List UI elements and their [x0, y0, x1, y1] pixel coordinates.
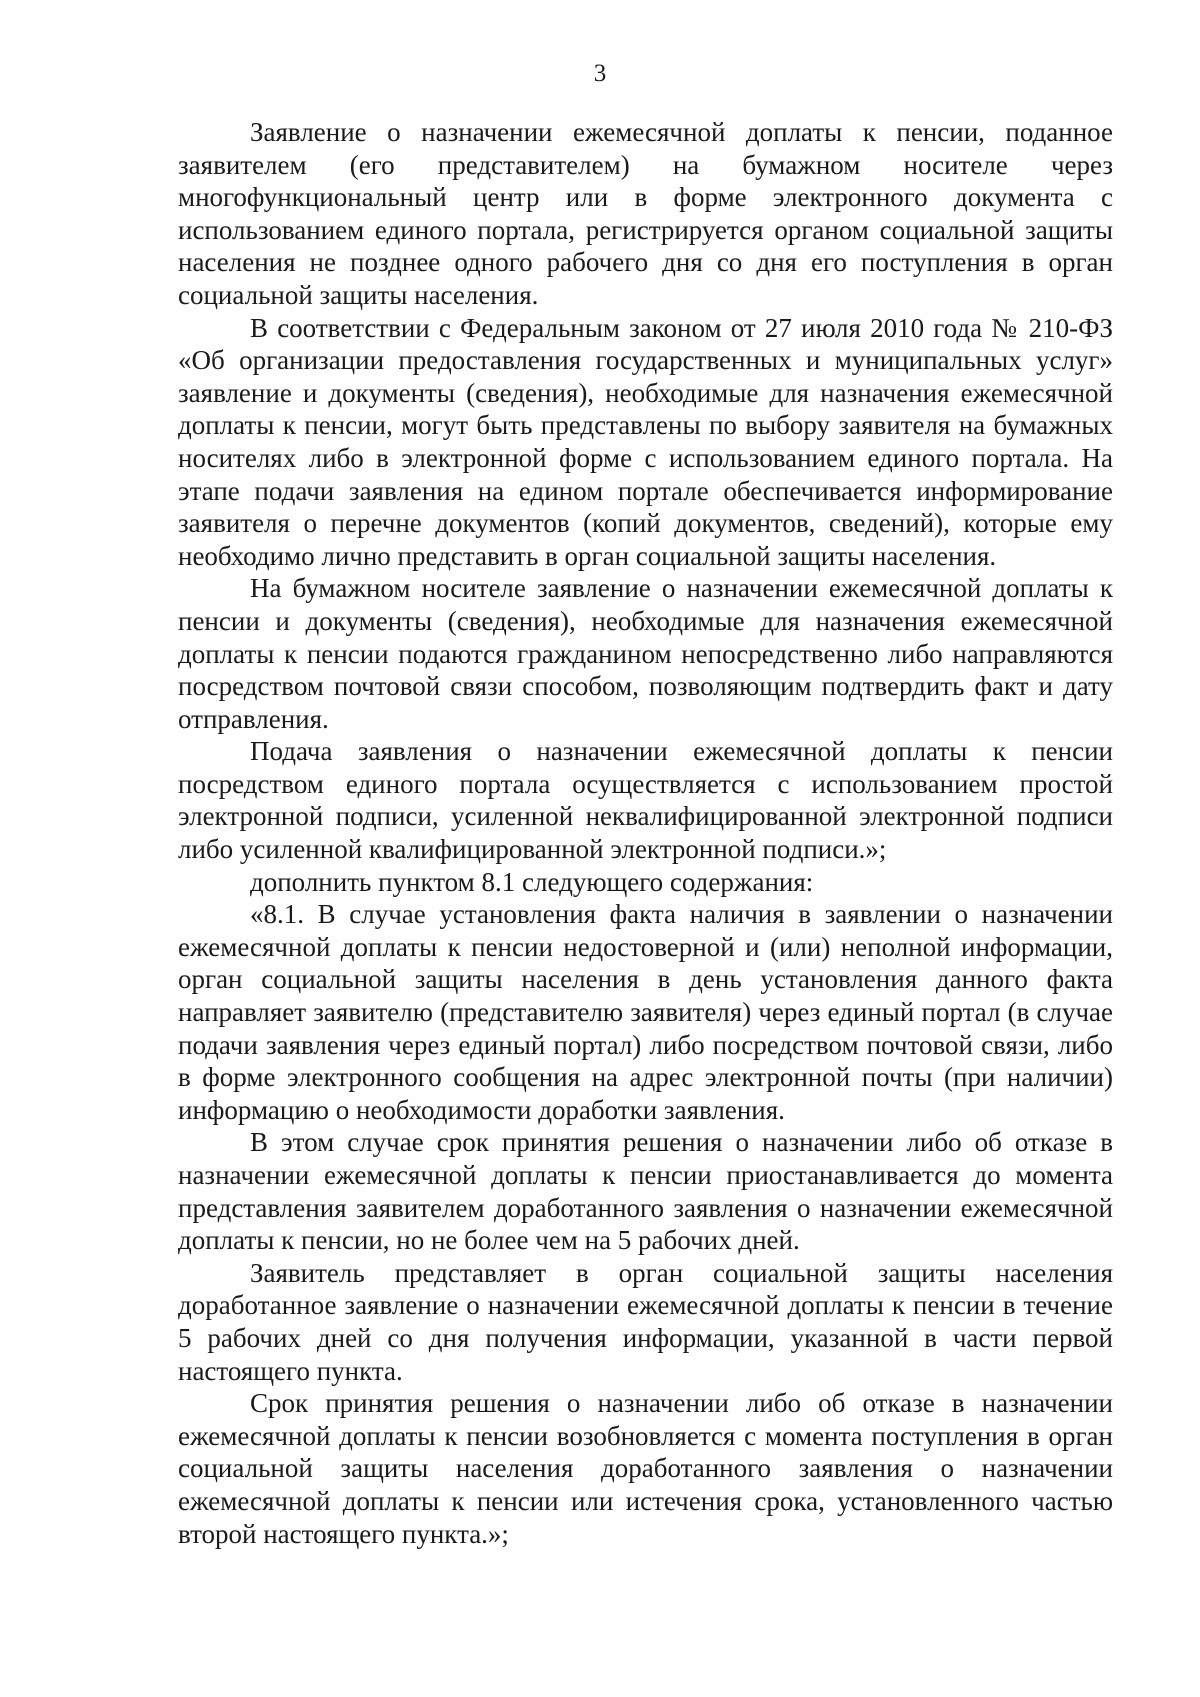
paragraph-electronic-signature: Подача заявления о назначении ежемесячной доплаты к пенсии посредством единого портала осуществляется с использованием простой электронной подписи, усиленной неквалифицированной электронной подписи либо усиленной квалифицированной электронной подписи.»; — [178, 736, 1113, 865]
paragraph-paper-submission: На бумажном носителе заявление о назначении ежемесячной доплаты к пенсии и документы (сведения), необходимые для назначения ежемесячной доплаты к пенсии подаются гражданином непосредственно либо направляются посредством почтовой связи способом, позволяющим подтвердить факт и дату отправления. — [178, 573, 1113, 734]
document-body — [178, 116, 1113, 1550]
paragraph-suspension: В этом случае срок принятия решения о назначении либо об отказе в назначении ежемесячной доплаты к пенсии приостанавливается до момента представления заявителем доработанного заявления о назначении ежемесячной доплаты к пенсии, но не более чем на 5 рабочих дней. — [178, 1127, 1113, 1256]
paragraph-add-clause: дополнить пунктом 8.1 следующего содержания: — [250, 866, 814, 897]
paragraph-resumption: Срок принятия решения о назначении либо об отказе в назначении ежемесячной доплаты к пенсии возобновляется с момента поступления в орган социальной защиты населения доработанного заявления о назначении ежемесячной доплаты к пенсии или истечения срока, установленного частью второй настоящего пункта.»; — [178, 1388, 1113, 1549]
paragraph-revised-application: Заявитель представляет в орган социальной защиты населения доработанное заявление о назначении ежемесячной доплаты к пенсии в течение 5 рабочих дней со дня получения информации, указанной в части первой настоящего пункта. — [178, 1257, 1113, 1386]
page-number: 3 — [593, 60, 607, 87]
paragraph-federal-law: В соответствии с Федеральным законом от 27 июля 2010 года № 210-ФЗ «Об организации предоставления государственных и муниципальных услуг» заявление и документы (сведения), необходимые для назначения ежемесячной доплаты к пенсии, могут быть представлены по выбору заявителя на бумажных носителях либо в электронной форме с использованием единого портала. На этапе подачи заявления на едином портале обеспечивается информирование заявителя о перечне документов (копий документов, сведений), которые ему необходимо лично представить в орган социальной защиты населения. — [178, 312, 1113, 571]
paragraph-registration: Заявление о назначении ежемесячной доплаты к пенсии, поданное заявителем (его представителем) на бумажном носителе через многофункциональный центр или в форме электронного документа с использованием единого портала, регистрируется органом социальной защиты населения не позднее одного рабочего дня со дня его поступления в орган социальной защиты населения. — [178, 117, 1113, 310]
paragraph-clause-8-1: «8.1. В случае установления факта наличия в заявлении о назначении ежемесячной доплаты к пенсии недостоверной и (или) неполной информации, орган социальной защиты населения в день установления данного факта направляет заявителю (представителю заявителя) через единый портал (в случае подачи заявления через единый портал) либо посредством почтовой связи, либо в форме электронного сообщения на адрес электронной почты (при наличии) информацию о необходимости доработки заявления. — [178, 899, 1113, 1125]
